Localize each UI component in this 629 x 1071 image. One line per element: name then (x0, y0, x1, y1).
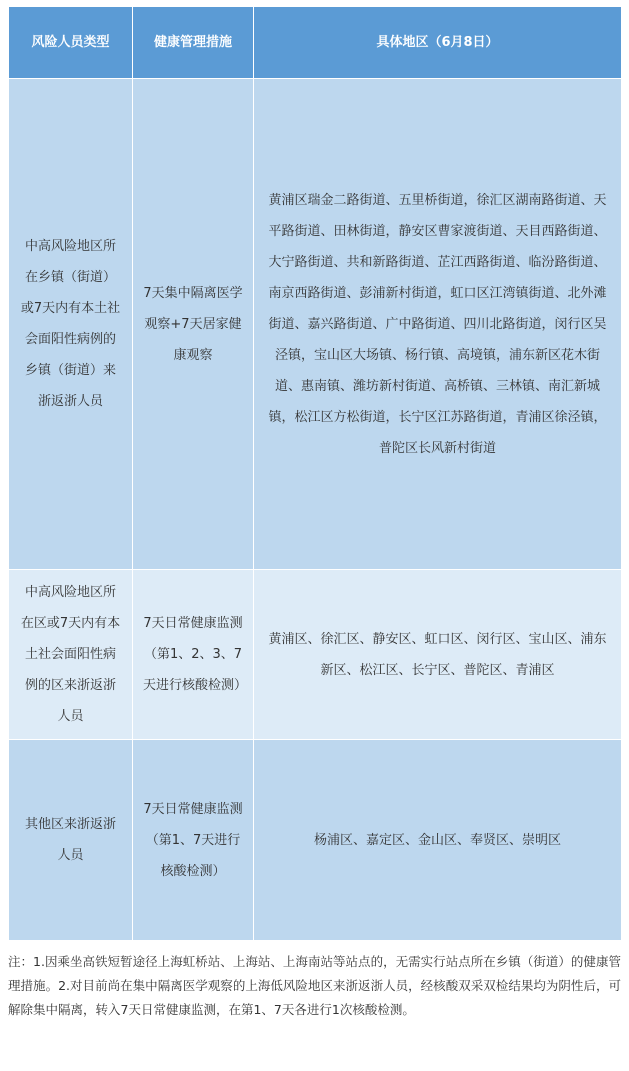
header-health-measure: 健康管理措施 (133, 7, 254, 79)
risk-policy-table (8, 6, 622, 941)
health-measure-cell: 7天集中隔离医学观察+7天居家健康观察 (133, 79, 254, 570)
risk-type-cell: 中高风险地区所在区或7天内有本土社会面阳性病例的区来浙返浙人员 (9, 570, 133, 740)
risk-type-cell: 中高风险地区所在乡镇（街道）或7天内有本土社会面阳性病例的乡镇（街道）来浙返浙人员 (9, 79, 133, 570)
health-measure-cell: 7天日常健康监测（第1、7天进行核酸检测） (133, 740, 254, 941)
table-header-row (9, 7, 622, 79)
header-risk-type: 风险人员类型 (9, 7, 133, 79)
table-row (9, 79, 622, 570)
header-specific-area: 具体地区（6月8日） (254, 7, 622, 79)
specific-area-cell: 黄浦区瑞金二路街道、五里桥街道，徐汇区湖南路街道、天平路街道、田林街道，静安区曹家渡街道、天目西路街道、大宁路街道、共和新路街道、芷江西路街道、临汾路街道、南京西路街道、彭浦新村街道，虹口区江湾镇街道、北外滩街道、嘉兴路街道、广中路街道、四川北路街道，闵行区吴泾镇，宝山区大场镇、杨行镇、高境镇，浦东新区花木街道、惠南镇、潍坊新村街道、高桥镇、三林镇、南汇新城镇，松江区方松街道，长宁区江苏路街道，青浦区徐泾镇，普陀区长风新村街道 (254, 79, 622, 570)
specific-area-cell: 黄浦区、徐汇区、静安区、虹口区、闵行区、宝山区、浦东新区、松江区、长宁区、普陀区、青浦区 (254, 570, 622, 740)
health-measure-cell: 7天日常健康监测（第1、2、3、7天进行核酸检测） (133, 570, 254, 740)
table-row (9, 570, 622, 740)
risk-type-cell: 其他区来浙返浙人员 (9, 740, 133, 941)
table-row (9, 740, 622, 941)
footnote: 注：1.因乘坐高铁短暂途径上海虹桥站、上海站、上海南站等站点的，无需实行站点所在乡镇（街道）的健康管理措施。2.对目前尚在集中隔离医学观察的上海低风险地区来浙返浙人员，经核酸双采双检结果均为阴性后，可解除集中隔离，转入7天日常健康监测，在第1、7天各进行1次核酸检测。 (8, 954, 621, 1017)
specific-area-cell: 杨浦区、嘉定区、金山区、奉贤区、崇明区 (254, 740, 622, 941)
